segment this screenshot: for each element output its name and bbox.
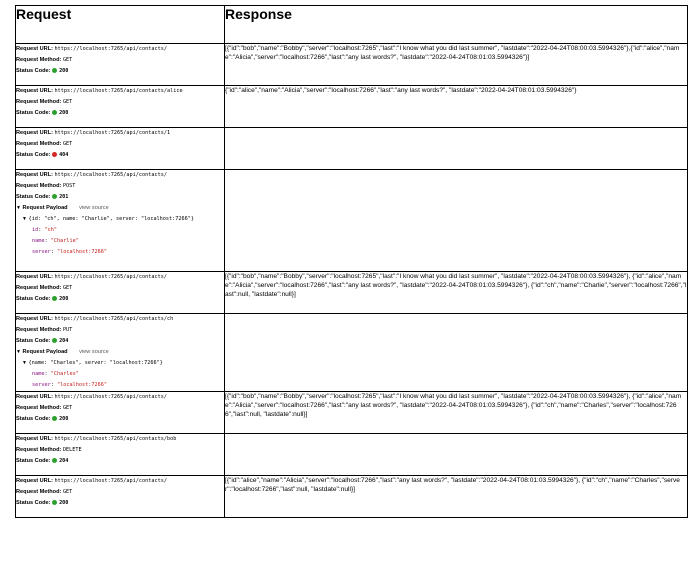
response-header: Response	[225, 6, 688, 44]
table-row	[16, 272, 688, 314]
request-url-label: Request URL:	[16, 130, 53, 136]
payload-key: name	[32, 238, 45, 244]
request-url: https://localhost:7265/api/contacts/	[54, 46, 167, 52]
payload-key: server	[32, 249, 51, 255]
response-cell: [{"id":"bob","name":"Bobby","server":"localhost:7265","last":"I know what you did last summer", "lastdate":"2022-04-24T08:00:03.5994326"}, {"id":"alice","name":"Alicia","server":"localhost:7266","last":"any last words?", "lastdate":"2022-04-24T08:01:03.5994326"}, {"id":"ch","name":"Charles","server":"localhost:7266","last":null, "lastdate":null}]	[225, 392, 688, 434]
payload-key: id	[32, 227, 39, 233]
status-code: 204	[59, 338, 69, 344]
request-method-line	[16, 325, 224, 336]
request-method: GET	[62, 405, 73, 411]
header-row	[16, 6, 688, 44]
request-method-line	[16, 445, 224, 456]
payload-summary: {id: "ch", name: "Charlie", server: "localhost:7266"}	[28, 216, 195, 222]
table-row	[16, 128, 688, 170]
table-row	[16, 44, 688, 86]
request-url-label: Request URL:	[16, 478, 53, 484]
status-code: 200	[59, 68, 69, 74]
status-dot-icon	[52, 458, 57, 463]
request-url: https://localhost:7265/api/contacts/1	[54, 130, 171, 136]
status-code-label: Status Code:	[16, 416, 51, 422]
expand-triangle-icon[interactable]: ▼	[22, 360, 27, 366]
status-dot-icon	[52, 194, 57, 199]
request-method-label: Request Method:	[16, 447, 62, 453]
status-code-label: Status Code:	[16, 296, 51, 302]
request-method-label: Request Method:	[16, 141, 62, 147]
payload-object[interactable]	[16, 358, 224, 369]
status-code: 200	[59, 296, 69, 302]
response-cell: [{"id":"alice","name":"Alicia","server":"localhost:7266","last":"any last words?", "lastdate":"2022-04-24T08:01:03.5994326"}, {"id":"ch","name":"Charles","server":"localhost:7266","last":null, "lastdate":null}]	[225, 476, 688, 518]
request-method-line	[16, 487, 224, 498]
request-url-line	[16, 434, 224, 445]
status-line	[16, 336, 224, 347]
status-dot-icon	[52, 296, 57, 301]
table-row	[16, 434, 688, 476]
request-header: Request	[16, 6, 225, 44]
request-method-line	[16, 403, 224, 414]
request-payload-line[interactable]	[16, 203, 224, 214]
request-response-table	[15, 5, 688, 518]
table-row	[16, 170, 688, 272]
request-cell	[16, 434, 225, 476]
status-code-label: Status Code:	[16, 338, 51, 344]
request-payload-line[interactable]	[16, 347, 224, 358]
status-code-label: Status Code:	[16, 458, 51, 464]
request-url-line	[16, 476, 224, 487]
request-method-line	[16, 139, 224, 150]
status-dot-icon	[52, 500, 57, 505]
request-method-label: Request Method:	[16, 183, 62, 189]
request-cell	[16, 476, 225, 518]
request-payload-label: Request Payload	[22, 205, 68, 211]
response-cell: {"id":"alice","name":"Alicia","server":"localhost:7266","last":"any last words?", "lastdate":"2022-04-24T08:01:03.5994326"}	[225, 86, 688, 128]
payload-value: "ch"	[44, 227, 57, 233]
request-payload-label: Request Payload	[22, 349, 68, 355]
status-dot-icon	[52, 152, 57, 157]
request-url-label: Request URL:	[16, 88, 53, 94]
response-cell	[225, 128, 688, 170]
request-url-label: Request URL:	[16, 172, 53, 178]
status-code: 200	[59, 416, 69, 422]
request-url-line	[16, 170, 224, 181]
status-code-label: Status Code:	[16, 500, 51, 506]
payload-value: "localhost:7266"	[57, 382, 107, 388]
request-cell	[16, 314, 225, 392]
payload-property: id: "ch"	[32, 227, 57, 233]
request-method-label: Request Method:	[16, 405, 62, 411]
request-url: https://localhost:7265/api/contacts/bob	[54, 436, 177, 442]
table-row	[16, 476, 688, 518]
request-url-line	[16, 272, 224, 283]
payload-property: server: "localhost:7266"	[32, 382, 107, 388]
view-source-link[interactable]: view source	[79, 349, 109, 355]
request-url: https://localhost:7265/api/contacts/	[54, 478, 167, 484]
request-url: https://localhost:7265/api/contacts/	[54, 172, 167, 178]
request-method: POST	[62, 183, 76, 189]
request-method-label: Request Method:	[16, 99, 62, 105]
payload-property: name: "Charles"	[32, 371, 79, 377]
status-line	[16, 414, 224, 425]
request-url-label: Request URL:	[16, 274, 53, 280]
request-method: GET	[62, 285, 73, 291]
status-line	[16, 150, 224, 161]
request-method-line	[16, 55, 224, 66]
status-code: 404	[59, 152, 69, 158]
request-method: DELETE	[62, 447, 82, 453]
request-url-label: Request URL:	[16, 436, 53, 442]
request-cell	[16, 272, 225, 314]
response-cell	[225, 170, 688, 272]
table-row	[16, 86, 688, 128]
request-url-line	[16, 392, 224, 403]
status-line	[16, 498, 224, 509]
request-method-label: Request Method:	[16, 57, 62, 63]
expand-triangle-icon[interactable]: ▼	[22, 216, 27, 222]
request-method-line	[16, 283, 224, 294]
request-url: https://localhost:7265/api/contacts/alice	[54, 88, 183, 94]
payload-value: "localhost:7266"	[57, 249, 107, 255]
view-source-link[interactable]: view source	[79, 205, 109, 211]
status-line	[16, 108, 224, 119]
request-method: PUT	[62, 327, 73, 333]
request-method-label: Request Method:	[16, 285, 62, 291]
request-cell	[16, 86, 225, 128]
response-cell	[225, 314, 688, 392]
status-code-label: Status Code:	[16, 194, 51, 200]
status-line	[16, 456, 224, 467]
request-cell	[16, 392, 225, 434]
request-url-label: Request URL:	[16, 316, 53, 322]
request-cell	[16, 44, 225, 86]
request-url-label: Request URL:	[16, 394, 53, 400]
request-method: GET	[62, 141, 73, 147]
status-dot-icon	[52, 338, 57, 343]
request-cell	[16, 170, 225, 272]
status-code: 204	[59, 458, 69, 464]
payload-value: "Charles"	[50, 371, 79, 377]
request-method: GET	[62, 489, 73, 495]
request-cell	[16, 128, 225, 170]
payload-property: server: "localhost:7266"	[32, 249, 107, 255]
request-url-line	[16, 44, 224, 55]
request-url: https://localhost:7265/api/contacts/	[54, 394, 167, 400]
request-method: GET	[62, 99, 73, 105]
request-method-line	[16, 97, 224, 108]
payload-key: name	[32, 371, 45, 377]
request-url: https://localhost:7265/api/contacts/	[54, 274, 167, 280]
payload-summary: {name: "Charles", server: "localhost:7266"}	[28, 360, 163, 366]
request-method-label: Request Method:	[16, 489, 62, 495]
payload-value: "Charlie"	[50, 238, 79, 244]
payload-property: name: "Charlie"	[32, 238, 79, 244]
payload-object[interactable]	[16, 214, 224, 225]
request-url-line	[16, 86, 224, 97]
request-method: GET	[62, 57, 73, 63]
expand-triangle-icon[interactable]: ▼	[16, 205, 21, 211]
response-cell	[225, 434, 688, 476]
payload-key: server	[32, 382, 51, 388]
status-code-label: Status Code:	[16, 152, 51, 158]
response-cell: [{"id":"bob","name":"Bobby","server":"localhost:7265","last":"I know what you did last summer", "lastdate":"2022-04-24T08:00:03.5994326"},{"id":"alice","name":"Alicia","server":"localhost:7266","last":"any last words?", "lastdate":"2022-04-24T08:01:03.5994326"}]	[225, 44, 688, 86]
status-code: 200	[59, 110, 69, 116]
request-method-line	[16, 181, 224, 192]
status-code-label: Status Code:	[16, 68, 51, 74]
status-dot-icon	[52, 110, 57, 115]
status-line	[16, 192, 224, 203]
request-method-label: Request Method:	[16, 327, 62, 333]
status-line	[16, 66, 224, 77]
table-row	[16, 314, 688, 392]
expand-triangle-icon[interactable]: ▼	[16, 349, 21, 355]
response-cell: [{"id":"bob","name":"Bobby","server":"localhost:7265","last":"I know what you did last summer", "lastdate":"2022-04-24T08:00:03.5994326"}, {"id":"alice","name":"Alicia","server":"localhost:7266","last":"any last words?", "lastdate":"2022-04-24T08:01:03.5994326"}, {"id":"ch","name":"Charlie","server":"localhost:7266","last":null, "lastdate":null}]	[225, 272, 688, 314]
status-code-label: Status Code:	[16, 110, 51, 116]
table-row	[16, 392, 688, 434]
status-dot-icon	[52, 416, 57, 421]
request-url-label: Request URL:	[16, 46, 53, 52]
request-url: https://localhost:7265/api/contacts/ch	[54, 316, 174, 322]
status-line	[16, 294, 224, 305]
status-dot-icon	[52, 68, 57, 73]
status-code: 200	[59, 500, 69, 506]
status-code: 201	[59, 194, 69, 200]
request-url-line	[16, 314, 224, 325]
request-url-line	[16, 128, 224, 139]
